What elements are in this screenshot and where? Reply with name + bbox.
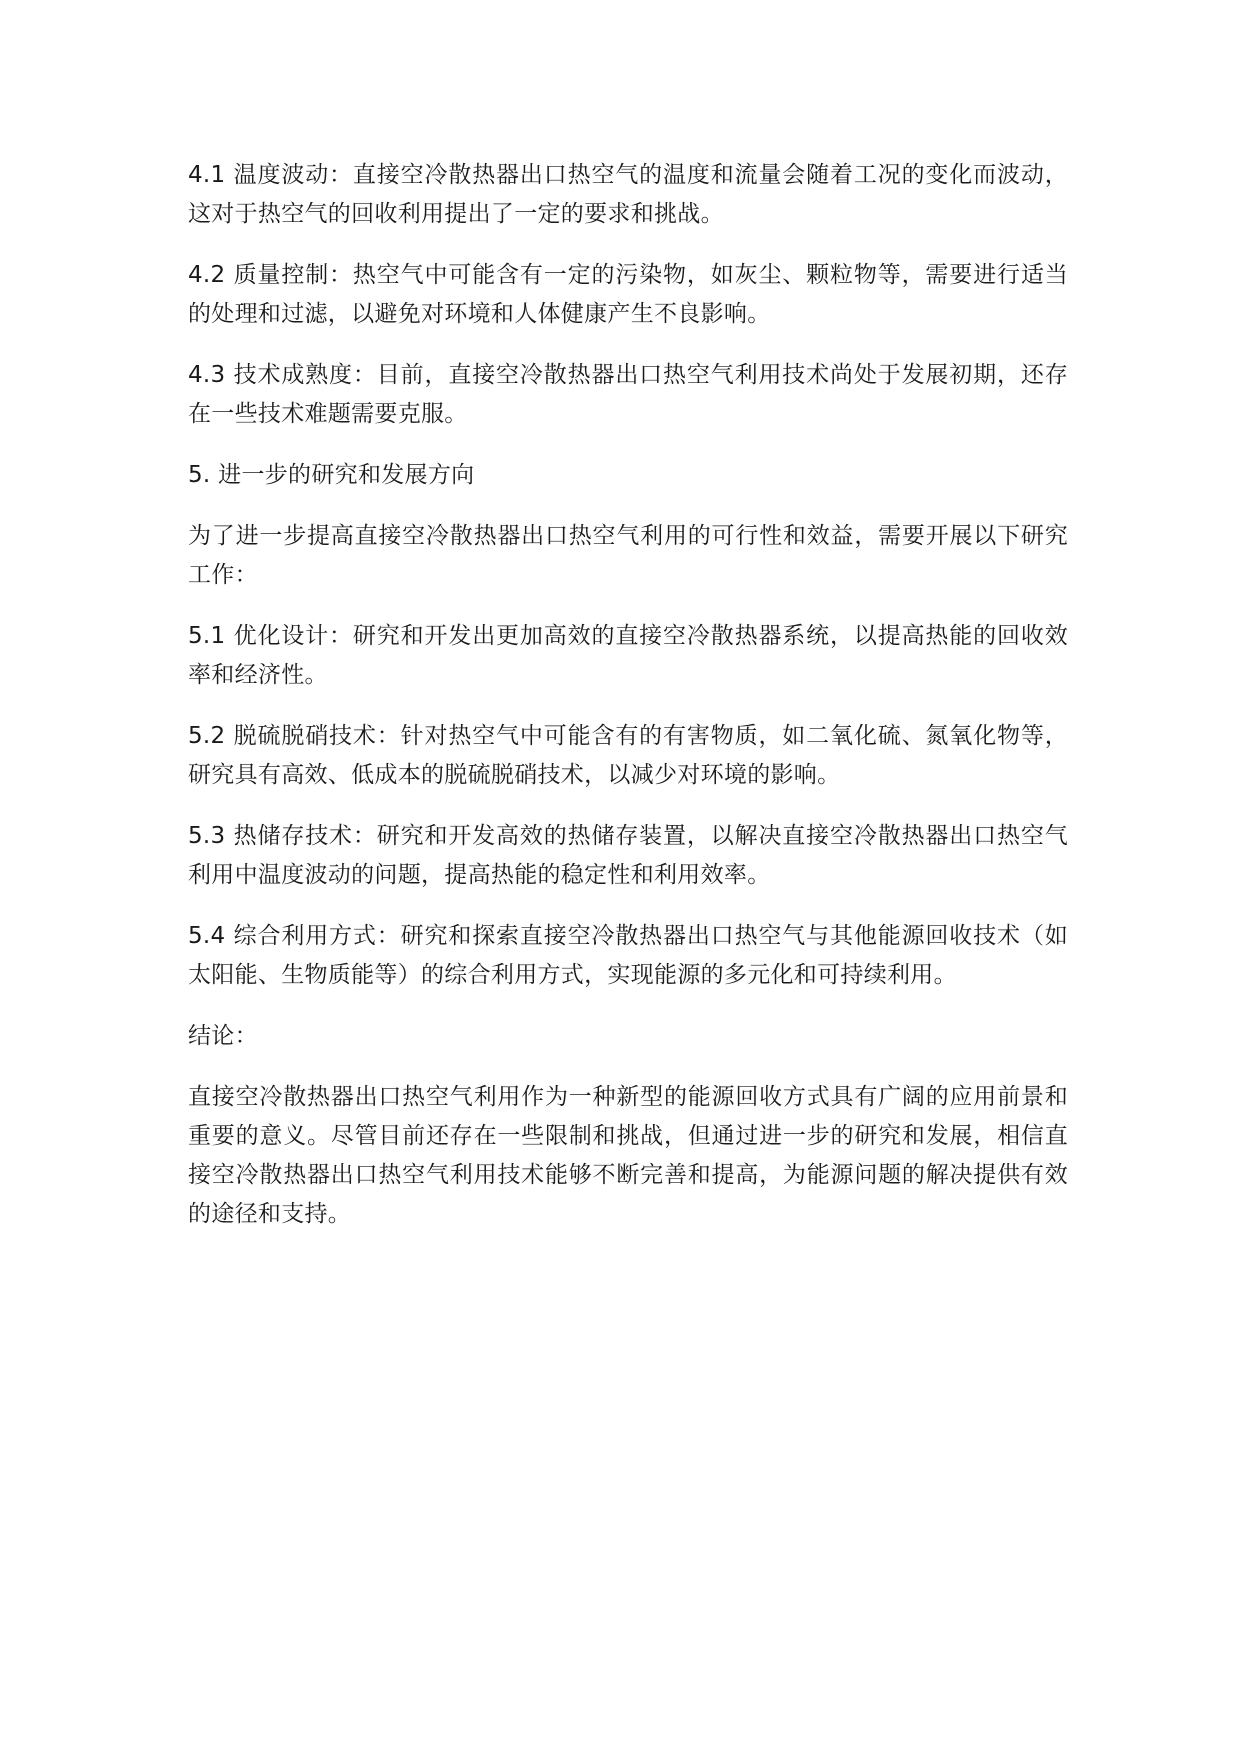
paragraph-5-4-comprehensive-utilization: 5.4 综合利用方式：研究和探索直接空冷散热器出口热空气与其他能源回收技术（如太阳能、生物质能等）的综合利用方式，实现能源的多元化和可持续利用。	[188, 923, 1068, 988]
paragraph-5-2-desulfurization: 5.2 脱硫脱硝技术：针对热空气中可能含有的有害物质，如二氧化硫、氮氧化物等，研究具有高效、低成本的脱硫脱硝技术，以减少对环境的影响。	[188, 723, 1068, 788]
paragraph-4-2-quality-control: 4.2 质量控制：热空气中可能含有一定的污染物，如灰尘、颗粒物等，需要进行适当的处理和过滤，以避免对环境和人体健康产生不良影响。	[188, 262, 1068, 327]
paragraph-5-intro: 为了进一步提高直接空冷散热器出口热空气利用的可行性和效益，需要开展以下研究工作：	[188, 523, 1068, 588]
paragraph-4-3-technology-maturity: 4.3 技术成熟度：目前，直接空冷散热器出口热空气利用技术尚处于发展初期，还存在一些技术难题需要克服。	[188, 362, 1068, 427]
paragraph-5-3-heat-storage: 5.3 热储存技术：研究和开发高效的热储存装置，以解决直接空冷散热器出口热空气利用中温度波动的问题，提高热能的稳定性和利用效率。	[188, 823, 1068, 888]
conclusion-heading: 结论：	[188, 1023, 258, 1049]
document-page	[188, 156, 1068, 1256]
paragraph-5-1-optimized-design: 5.1 优化设计：研究和开发出更加高效的直接空冷散热器系统，以提高热能的回收效率和经济性。	[188, 623, 1068, 688]
paragraph-4-1-temperature-fluctuation: 4.1 温度波动：直接空冷散热器出口热空气的温度和流量会随着工况的变化而波动，这对于热空气的回收利用提出了一定的要求和挑战。	[188, 162, 1068, 227]
section-heading-5: 5. 进一步的研究和发展方向	[188, 462, 475, 488]
conclusion-paragraph: 直接空冷散热器出口热空气利用作为一种新型的能源回收方式具有广阔的应用前景和重要的意义。尽管目前还存在一些限制和挑战，但通过进一步的研究和发展，相信直接空冷散热器出口热空气利用技术能够不断完善和提高，为能源问题的解决提供有效的途径和支持。	[188, 1084, 1068, 1227]
